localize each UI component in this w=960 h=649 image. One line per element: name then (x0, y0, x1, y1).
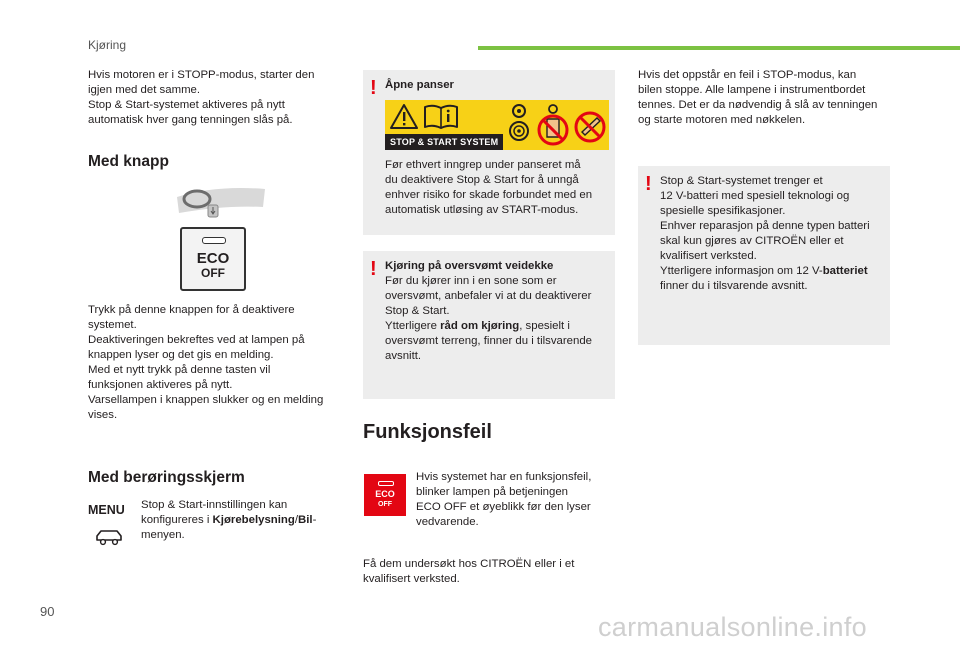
text-line: kvalifisert verksted. (363, 573, 460, 585)
heading-malfunction: Funksjonsfeil (363, 421, 492, 443)
text-line: Med et nytt trykk på denne tasten vil (88, 364, 271, 376)
text-line: kvalifisert verksted. (660, 250, 757, 262)
sticker-label: STOP & START SYSTEM (385, 134, 503, 150)
warning-body (660, 174, 888, 294)
heading-with-button: Med knapp (88, 153, 169, 170)
text-line: tennes. Det er da nødvendig å slå av tenningen (638, 99, 878, 111)
text-line: automatisk hver gang tenningen slås på. (88, 114, 293, 126)
eco-label: ECO (196, 250, 230, 267)
text-line: systemet. (88, 319, 137, 331)
indicator-lamp-icon (202, 237, 226, 244)
page-number: 90 (40, 604, 55, 619)
text-line: Deaktiveringen bekreftes ved at lampen på (88, 334, 305, 346)
text-line: spesielle spesifikasjoner. (660, 205, 786, 217)
touchscreen-instructions (141, 498, 341, 543)
menu-path-lighting: Kjørebelysning (212, 514, 295, 526)
text-line: skal kun gjøres av CITROËN eller et (660, 235, 844, 247)
stop-mode-fault-text (638, 68, 900, 128)
menu-label: MENU (88, 503, 125, 517)
text-line: og starte motoren med nøkkelen. (638, 114, 806, 126)
warning-title: Åpne panser (385, 79, 454, 91)
malfunction-text (416, 470, 616, 530)
text-line: funksjonen aktiveres på nytt. (88, 379, 233, 391)
warning-box-flooded-road (363, 251, 615, 399)
dashboard-illustration (175, 183, 267, 223)
text-line: automatisk utløsing av START-modus. (385, 204, 579, 216)
caution-triangle-icon (389, 103, 419, 130)
text-line: Hvis det oppstår en feil i STOP-modus, kan (638, 69, 857, 81)
service-advice-text (363, 557, 613, 587)
text-line: oversvømt, anbefaler vi at du deaktiverer (385, 290, 592, 302)
text-line: finner du i tilsvarende avsnitt. (660, 280, 808, 292)
manual-book-icon (423, 103, 459, 130)
warning-body (385, 158, 613, 218)
battery-link: batteriet (822, 265, 868, 277)
warning-title: Kjøring på oversvømt veidekke (385, 260, 554, 272)
eco-off-button[interactable] (180, 227, 246, 291)
off-label: OFF (201, 266, 225, 280)
text-line: Før du kjører inn i en sone som er (385, 275, 557, 287)
text-line: bilen stoppe. Alle lampene i instrumentbordet (638, 84, 866, 96)
text-line: igjen med det samme. (88, 84, 201, 96)
text-line: Trykk på denne knappen for å deaktivere (88, 304, 295, 316)
text-line: enhver risiko for skade forbundet med en (385, 189, 593, 201)
off-label: OFF (378, 501, 392, 508)
eco-label: ECO (375, 489, 395, 499)
text-line: Ytterligere informasjon om 12 V-batteriet (660, 265, 868, 277)
section-accent-bar (478, 46, 960, 50)
text-line: Stop & Start-systemet aktiveres på nytt (88, 99, 285, 111)
text-line: du deaktivere Stop & Start for å unngå (385, 174, 579, 186)
text-line: Hvis motoren er i STOPP-modus, starter den (88, 69, 315, 81)
warning-body (385, 259, 613, 364)
warning-box-bonnet (363, 70, 615, 235)
warning-icon: ! (370, 258, 377, 280)
text-line: menyen. (141, 529, 185, 541)
no-hands-icon (535, 103, 571, 147)
belt-fan-icon (507, 103, 531, 147)
text-line: Hvis systemet har en funksjonsfeil, (416, 471, 592, 483)
text-line: Enhver reparasjon på denne typen batteri (660, 220, 870, 232)
menu-path-vehicle: Bil (298, 514, 313, 526)
text-line: vises. (88, 409, 118, 421)
driving-advice-link: råd om kjøring (440, 320, 520, 332)
text-line: konfigureres i Kjørebelysning/Bil- (141, 514, 317, 526)
text-line: blinker lampen på betjeningen (416, 486, 568, 498)
text-line: 12 V-batteri med spesiell teknologi og (660, 190, 850, 202)
text-line: Før ethvert inngrep under panseret må (385, 159, 581, 171)
text-line: avsnitt. (385, 350, 422, 362)
no-tool-icon (573, 110, 607, 144)
text-line: knappen lyser og det gis en melding. (88, 349, 274, 361)
text-line: ECO OFF et øyeblikk før den lyser (416, 501, 591, 513)
text-line: Stop & Start. (385, 305, 450, 317)
text-line: Varsellampen i knappen slukker og en melding (88, 394, 324, 406)
text-line: Stop & Start-systemet trenger et (660, 175, 823, 187)
button-instructions (88, 303, 348, 423)
watermark: carmanualsonline.info (598, 612, 867, 642)
text-line: vedvarende. (416, 516, 479, 528)
warning-icon: ! (370, 77, 377, 99)
section-title: Kjøring (88, 38, 127, 52)
intro-text (88, 68, 348, 128)
text-line: Ytterligere råd om kjøring, spesielt i (385, 320, 570, 332)
text-line: Få dem undersøkt hos CITROËN eller i et (363, 558, 575, 570)
text-line: Stop & Start-innstillingen kan (141, 499, 288, 511)
warning-icon: ! (645, 173, 652, 195)
car-icon (94, 527, 124, 547)
text-line: oversvømt terreng, finner du i tilsvarende (385, 335, 593, 347)
warning-box-battery (638, 166, 890, 345)
eco-off-warning-icon (364, 474, 406, 516)
heading-touchscreen: Med berøringsskjerm (88, 469, 245, 486)
